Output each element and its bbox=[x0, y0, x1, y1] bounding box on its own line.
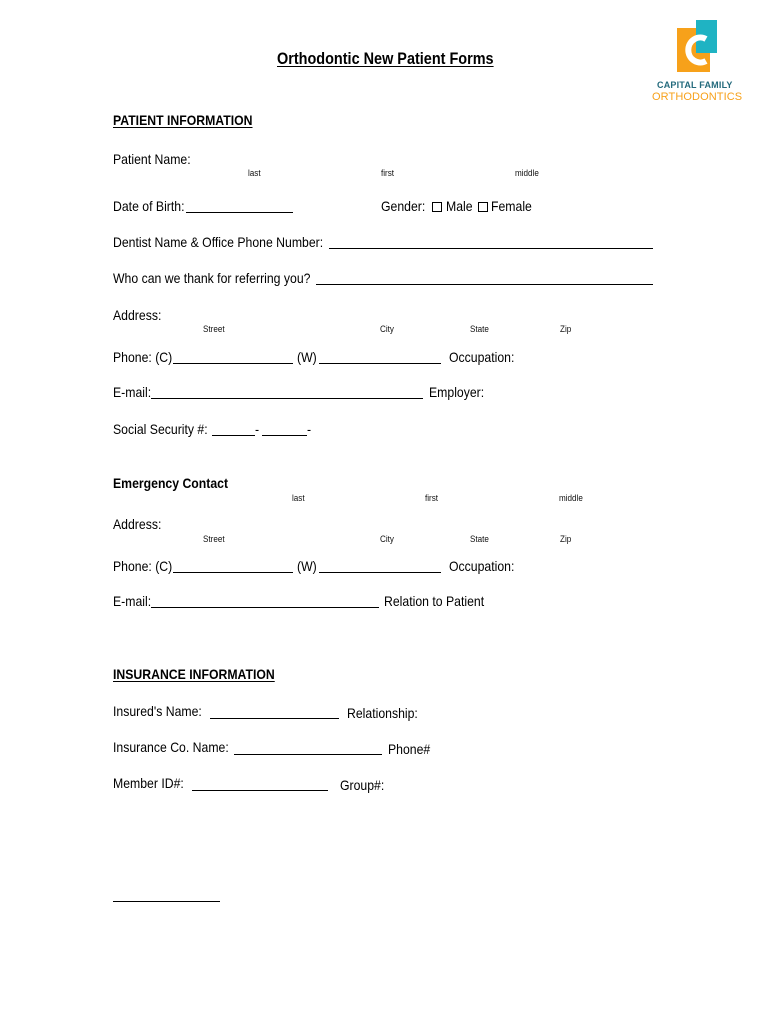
form-title: Orthodontic New Patient Forms bbox=[277, 50, 494, 68]
social-security-separator: - bbox=[255, 421, 260, 437]
patient-address-state-hint: State bbox=[470, 324, 489, 334]
patient-cell-phone-label: Phone: (C) bbox=[113, 349, 173, 365]
dentist-label: Dentist Name & Office Phone Number: bbox=[113, 234, 324, 250]
emergency-work-phone-field[interactable] bbox=[319, 572, 441, 573]
patient-occupation-label: Occupation: bbox=[449, 349, 515, 365]
patient-address-city-hint: City bbox=[380, 324, 394, 334]
gender-label: Gender: bbox=[381, 198, 426, 214]
social-security-part1-field[interactable] bbox=[212, 435, 255, 436]
bottom-blank-line[interactable] bbox=[113, 901, 220, 902]
referral-label: Who can we thank for referring you? bbox=[113, 270, 311, 286]
gender-male-checkbox[interactable] bbox=[432, 202, 442, 212]
insured-name-label: Insured's Name: bbox=[113, 703, 202, 719]
patient-address-label: Address: bbox=[113, 307, 162, 323]
patient-work-phone-label: (W) bbox=[297, 349, 317, 365]
patient-name-first-hint: first bbox=[381, 168, 395, 178]
patient-address-zip-hint: Zip bbox=[560, 324, 572, 334]
insurance-company-field[interactable] bbox=[234, 754, 382, 755]
member-id-field[interactable] bbox=[192, 790, 328, 791]
employer-label: Employer: bbox=[429, 384, 485, 400]
logo-name-line: CAPITAL FAMILY bbox=[657, 80, 733, 90]
emergency-email-label: E-mail: bbox=[113, 593, 152, 609]
patient-work-phone-field[interactable] bbox=[319, 363, 441, 364]
emergency-address-label: Address: bbox=[113, 516, 162, 532]
insurance-phone-label: Phone# bbox=[388, 741, 431, 757]
patient-name-last-hint: last bbox=[248, 168, 261, 178]
date-of-birth-label: Date of Birth: bbox=[113, 198, 185, 214]
emergency-work-phone-label: (W) bbox=[297, 558, 317, 574]
emergency-name-last-hint: last bbox=[292, 493, 305, 503]
group-number-label: Group#: bbox=[340, 777, 385, 793]
emergency-name-first-hint: first bbox=[425, 493, 439, 503]
patient-information-heading: PATIENT INFORMATION bbox=[113, 112, 253, 128]
gender-male-label: Male bbox=[446, 198, 473, 214]
letter-c-logo-icon bbox=[676, 19, 718, 73]
insured-name-field[interactable] bbox=[210, 718, 339, 719]
emergency-address-street-hint: Street bbox=[203, 534, 225, 544]
referral-field[interactable] bbox=[316, 284, 653, 285]
emergency-address-state-hint: State bbox=[470, 534, 489, 544]
relationship-label: Relationship: bbox=[347, 705, 418, 721]
emergency-contact-heading: Emergency Contact bbox=[113, 475, 229, 491]
insurance-information-heading: INSURANCE INFORMATION bbox=[113, 666, 275, 682]
emergency-occupation-label: Occupation: bbox=[449, 558, 515, 574]
emergency-email-field[interactable] bbox=[151, 607, 379, 608]
emergency-name-middle-hint: middle bbox=[559, 493, 583, 503]
emergency-cell-phone-label: Phone: (C) bbox=[113, 558, 173, 574]
date-of-birth-field[interactable] bbox=[186, 212, 293, 213]
gender-female-checkbox[interactable] bbox=[478, 202, 488, 212]
social-security-separator: - bbox=[307, 421, 312, 437]
patient-email-field[interactable] bbox=[151, 398, 423, 399]
social-security-label: Social Security #: bbox=[113, 421, 208, 437]
gender-female-label: Female bbox=[491, 198, 532, 214]
member-id-label: Member ID#: bbox=[113, 775, 184, 791]
emergency-address-city-hint: City bbox=[380, 534, 394, 544]
patient-email-label: E-mail: bbox=[113, 384, 152, 400]
social-security-part2-field[interactable] bbox=[262, 435, 307, 436]
patient-name-label: Patient Name: bbox=[113, 151, 191, 167]
patient-cell-phone-field[interactable] bbox=[173, 363, 293, 364]
patient-address-street-hint: Street bbox=[203, 324, 225, 334]
emergency-cell-phone-field[interactable] bbox=[173, 572, 293, 573]
relation-to-patient-label: Relation to Patient bbox=[384, 593, 485, 609]
dentist-field[interactable] bbox=[329, 248, 653, 249]
patient-name-middle-hint: middle bbox=[515, 168, 539, 178]
emergency-address-zip-hint: Zip bbox=[560, 534, 572, 544]
logo-practice-line: ORTHODONTICS bbox=[652, 91, 743, 103]
insurance-company-label: Insurance Co. Name: bbox=[113, 739, 229, 755]
